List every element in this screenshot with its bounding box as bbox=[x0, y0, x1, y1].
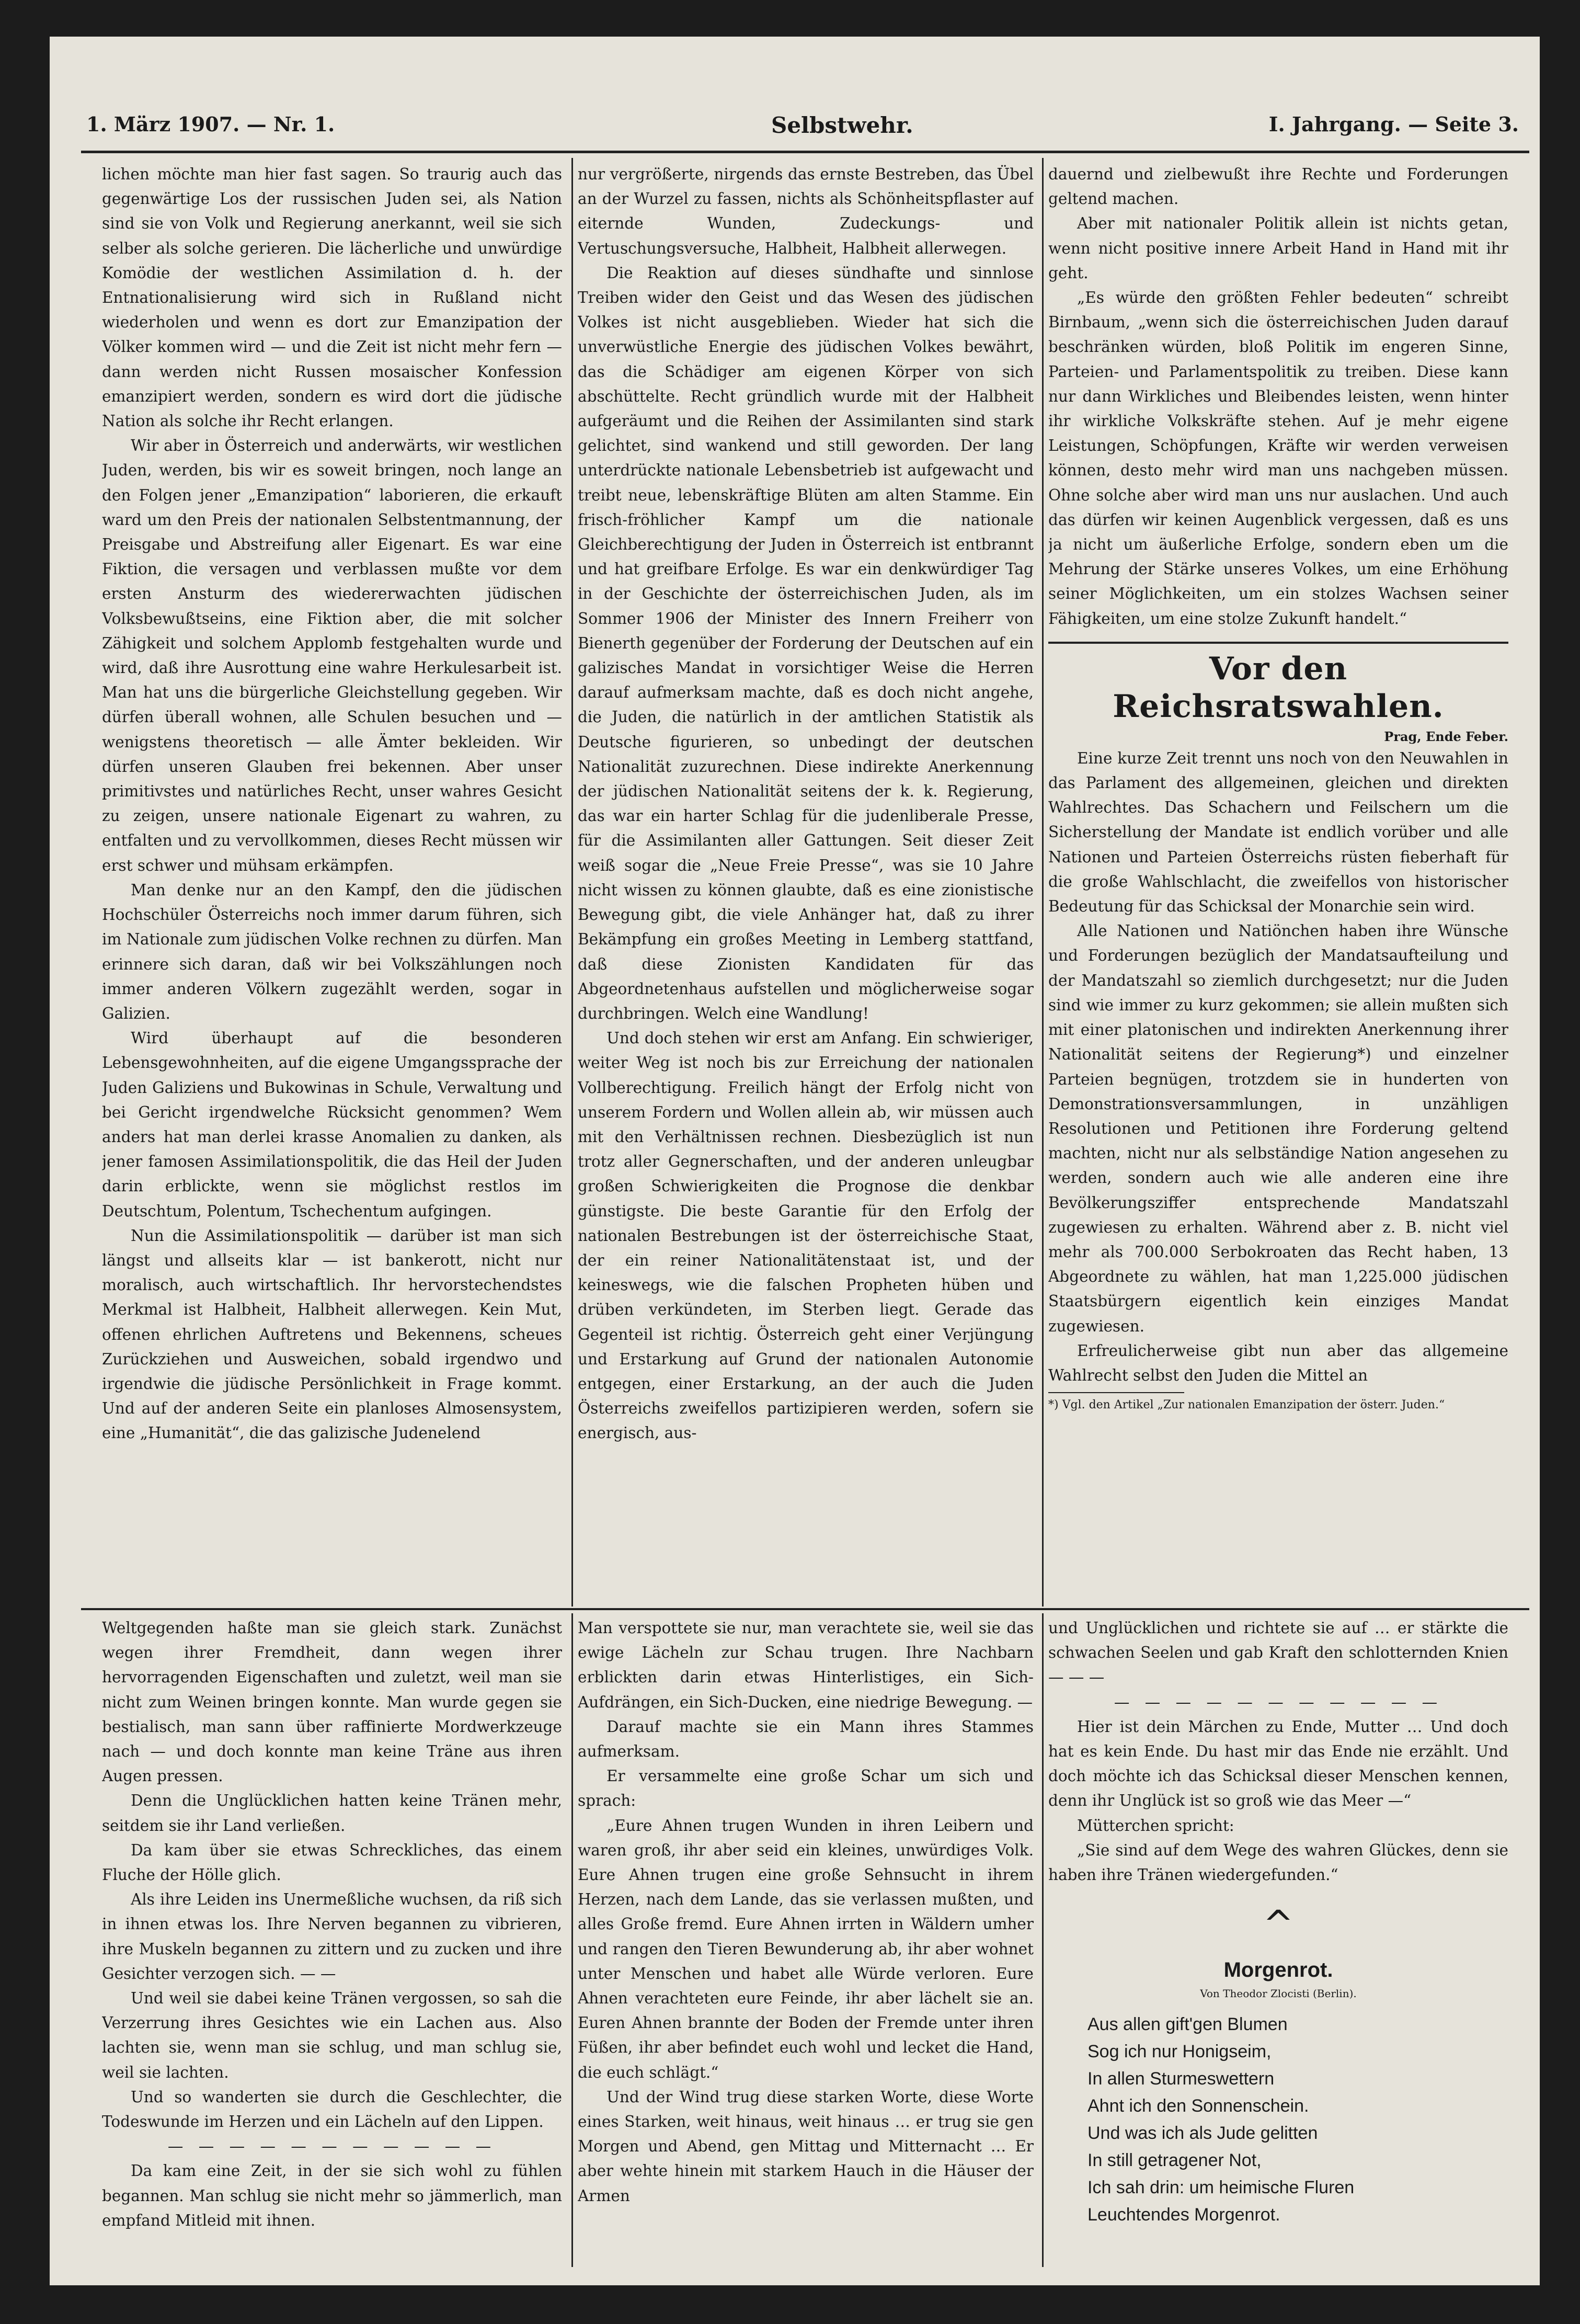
header-date-issue: 1. März 1907. — Nr. 1. bbox=[86, 112, 335, 136]
article-column-1 bbox=[102, 162, 562, 1605]
paragraph: Und so wanderten sie durch die Geschlechter, die Todeswunde im Herzen und ein Lächeln auf den Lippen. bbox=[102, 2088, 562, 2131]
paragraph: Als ihre Leiden ins Unermeßliche wuchsen, da riß sich in ihnen etwas los. Ihre Nerven begannen zu vibrieren, ihre Muskeln begannen zu zittern und zu zucken und ihre Gesichter verzogen sich. — — bbox=[102, 1890, 562, 1983]
paragraph: Wir aber in Österreich und anderwärts, wir westlichen Juden, werden, bis wir es soweit bringen, noch lange an den Folgen jener „Emanzipation“ laborieren, die erkauft ward um den Preis der nationalen Selbstentmannung, der Preisgabe und Abstreifung aller Eigenart. Es war eine Fiktion, die versagen und verblassen mußte vor dem ersten Ansturm des wiedererwachten jüdischen Volksbewußtseins, eine Fiktion aber, die mit solcher Zähigkeit und solchem Applomb festgehalten wurde und wird, daß ihre Ausrottung eine wahre Herkulesarbeit ist. Man hat uns die bürgerliche Gleichstellung gegeben. Wir dürfen überall wohnen, alle Schulen besuchen und — wenigstens theoretisch — alle Ämter bekleiden. Wir dürfen unseren Glauben frei bekennen. Aber unser primitivstes und natürliches Recht, unser wahres Gesicht zu zeigen, unsere nationale Eigenart zu wahren, zu entfalten und zu vervollkommen, dieses Recht müssen wir erst schwer und mühsam erkämpfen. bbox=[102, 437, 562, 874]
header-rule bbox=[81, 151, 1529, 153]
paragraph: Mütterchen spricht: bbox=[1077, 1816, 1234, 1835]
paragraph: und Unglücklichen und richtete sie auf … er stärkte die schwachen Seelen und gab Kraft den schlotternden Knien — — — bbox=[1048, 1619, 1508, 1687]
article-column-2 bbox=[578, 162, 1034, 1605]
paragraph: Nun die Assimilationspolitik — darüber ist man sich längst und allseits klar — ist bankerott, nicht nur moralisch, auch wirtschaftlich. Ihr hervorstechendstes Merkmal ist Halbheit, Halbheit allerwegen. Kein Mut, offenen ehrlichen Auftretens und Bekennens, scheues Zurückziehen und Ausweichen, sobald irgendwo und irgendwie die jüdische Persönlichkeit in Frage kommt. Und auf der anderen Seite ein planloses Almosensystem, eine „Humanität“, die das galizische Judenelend bbox=[102, 1226, 562, 1442]
paragraph: Eine kurze Zeit trennt uns noch von den Neuwahlen in das Parlament des allgemeinen, gleichen und direkten Wahlrechtes. Das Schachern und Feilschern um die Sicherstellung der Mandate ist endlich vorüber und alle Nationen und Parteien Österreichs rüsten fieberhaft für die große Wahlschlacht, die zweifellos von historischer Bedeutung für das Schicksal der Monarchie sein wird. bbox=[1048, 749, 1508, 916]
paragraph: Da kam eine Zeit, in der sie sich wohl zu fühlen begannen. Man schlug sie nicht mehr so jämmerlich, man empfand Mitleid mit ihnen. bbox=[102, 2162, 562, 2229]
story-column-3 bbox=[1048, 1616, 1508, 2270]
paragraph: Man denke nur an den Kampf, den die jüdischen Hochschüler Österreichs noch immer darum führen, sich im Nationale zum jüdischen Volke rechnen zu dürfen. Man erinnere sich daran, daß wir bei Volkszählungen noch immer anderen Völkern zugezählt werden, sogar in Galizien. bbox=[102, 881, 562, 1022]
poem-line: Ich sah drin: um heimische Fluren bbox=[1087, 2178, 1355, 2198]
paragraph: Hier ist dein Märchen zu Ende, Mutter … Und doch hat es kein Ende. Du hast mir das Ende nie erzählt. Und doch möchte ich das Schicksal dieser Menschen kennen, denn ihr Unglück ist so groß wie das Meer —“ bbox=[1048, 1717, 1508, 1810]
paragraph: Da kam über sie etwas Schreckliches, das einem Fluche der Hölle glich. bbox=[102, 1841, 562, 1884]
paragraph: Denn die Unglücklichen hatten keine Tränen mehr, seitdem sie ihr Land verließen. bbox=[102, 1792, 562, 1835]
poem-line: In still getragener Not, bbox=[1087, 2150, 1262, 2171]
column-rule bbox=[1042, 158, 1044, 1607]
paragraph: Und doch stehen wir erst am Anfang. Ein schwieriger, weiter Weg ist noch bis zur Erreichung der nationalen Vollberechtigung. Freilich hängt der Erfolg nicht von unserem Fordern und Wollen allein ab, wir müssen auch mit den Verhältnissen rechnen. Diesbezüglich ist nun trotz aller Gegnerschaften, und der anderen unleugbar großen Schwierigkeiten die Prognose die denkbar günstigste. Die beste Garantie für den Erfolg der nationalen Bestrebungen ist der österreichische Staat, der ein reiner Nationalitätenstaat ist, und der keineswegs, wie die falschen Propheten hüben und drüben verkündeten, im Sterben liegt. Gerade das Gegenteil ist richtig. Österreich geht einer Verjüngung und Erstarkung auf Grund der nationalen Autonomie entgegen, einer Erstarkung, an der auch die Juden Österreichs zweifellos partizipieren werden, sofern sie energisch, aus- bbox=[578, 1029, 1034, 1442]
paragraph: Aber mit nationaler Politik allein ist nichts getan, wenn nicht positive innere Arbeit Hand in Hand mit ihr geht. bbox=[1048, 214, 1508, 282]
paragraph: Alle Nationen und Natiönchen haben ihre Wünsche und Forderungen bezüglich der Mandatsaufteilung und der Mandatszahl so ziemlich durchgesetzt; nur die Juden sind wie immer zu kurz gekommen; sie allein mußten sich mit einer platonischen und indirekten Anerkennung ihrer Nationalität seitens der Regierung*) und einzelner Parteien begnügen, trotzdem sie in hunderten von Demonstrationsversammlungen, in unzähligen Resolutionen und Petitionen ihre Forderung geltend machten, nicht nur als selbständige Nation angesehen zu werden, sondern auch wie alle anderen eine ihre Bevölkerungsziffer entsprechende Mandatszahl zugewiesen zu erhalten. Während aber z. B. nicht viel mehr als 700.000 Serbokroaten das Recht haben, 13 Abgeordnete zu wählen, hat man 1,225.000 jüdischen Staatsbürgern eigentlich kein einziges Mandat zugewiesen. bbox=[1048, 922, 1508, 1335]
paragraph: Die Reaktion auf dieses sündhafte und sinnlose Treiben wider den Geist und das Wesen des jüdischen Volkes ist nicht ausgeblieben. Wieder hat sich die unverwüstliche Energie des jüdischen Volkes bewährt, das die Schädiger am eigenen Körper von sich abschüttelte. Recht gründlich wurde mit der Halbheit aufgeräumt und die Reihen der Assimilanten sind stark gelichtet, sind wankend und still geworden. Der lang unterdrückte nationale Lebensbetrieb ist aufgewacht und treibt neue, lebenskräftige Blüten am alten Stamme. Ein frisch-fröhlicher Kampf um die nationale Gleichberechtigung der Juden in Österreich ist entbrannt und hat greifbare Erfolge. Es war ein denkwürdiger Tag in der Geschichte der österreichischen Juden, als im Sommer 1906 der Minister des Innern Freiherr von Bienerth gegenüber der Forderung der Deutschen auf ein galizisches Mandat in vorsichtiger Weise die Herren darauf aufmerksam machte, daß es doch nicht angehe, die Juden, die natürlich in der amtlichen Statistik als Deutsche figurieren, so unbedingt der deutschen Nationalität zuzurechnen. Diese indirekte Anerkennung der jüdischen Nationalität seitens der k. k. Regierung, das war ein harter Schlag für die judenliberale Presse, für die Assimilanten aller Gattungen. Seit dieser Zeit weiß sogar die „Neue Freie Presse“, was sie 10 Jahre nicht wissen zu können glaubte, daß es eine zionistische Bewegung gibt, die viele Anhänger hat, daß zu ihrer Bekämpfung ein großes Meeting in Lemberg stattfand, daß diese Zionisten Kandidaten für das Abgeordnetenhaus aufstellen und möglicherweise sogar durchbringen. Welch eine Wandlung! bbox=[578, 264, 1034, 1022]
paragraph: dauernd und zielbewußt ihre Rechte und Forderungen geltend machen. bbox=[1048, 165, 1508, 208]
section-rule bbox=[81, 1608, 1529, 1610]
poem-line: In allen Sturmeswettern bbox=[1087, 2069, 1275, 2089]
section-divider bbox=[1048, 642, 1508, 644]
poem-author: Von Theodor Zlocisti (Berlin). bbox=[1200, 1987, 1357, 2000]
paragraph: Man verspottete sie nur, man verachtete sie, weil sie das ewige Lächeln zur Schau trugen. Ihre Nachbarn erblickten darin etwas Hinterlistiges, ein Sich-Aufdrängen, ein Sich-Ducken, eine niedrige Bewegung. — bbox=[578, 1619, 1034, 1711]
section-title: Vor den Reichsratswahlen. bbox=[1113, 650, 1444, 725]
article-column-3 bbox=[1048, 162, 1508, 1605]
column-rule bbox=[571, 158, 573, 1607]
footnote: *) Vgl. den Artikel „Zur nationalen Emanzipation der österr. Juden.“ bbox=[1048, 1398, 1445, 1412]
paragraph: „Es würde den größten Fehler bedeuten“ schreibt Birnbaum, „wenn sich die österreichischen Juden darauf beschränken würden, bloß Politik im engeren Sinne, Parteien- und Parlamentspolitik zu treiben. Diese kann nur dann Wirkliches und Bleibendes leisten, wenn hinter ihr wirkliche Volkskräfte stehen. Auf je mehr eigene Leistungen, Schöpfungen, Kräfte wir werden verweisen können, desto mehr wird man uns nachgeben müssen. Ohne solche aber wird man uns nur auslachen. Und auch das dürfen wir keinen Augenblick vergessen, daß es uns ja nicht um äußerliche Erfolge, sondern eben um die Mehrung der Stärke unseres Volkes, um eine Erhöhung seiner Möglichkeiten, um ein stolzes Wachsen seiner Fähigkeiten, um eine stolze Zukunft handelt.“ bbox=[1048, 289, 1508, 628]
paragraph: Erfreulicherweise gibt nun aber das allgemeine Wahlrecht selbst den Juden die Mittel an bbox=[1048, 1341, 1508, 1384]
paragraph: Er versammelte eine große Schar um sich und sprach: bbox=[578, 1767, 1034, 1810]
column-rule bbox=[571, 1613, 573, 2267]
poem-line: Aus allen gift'gen Blumen bbox=[1087, 2014, 1288, 2035]
newspaper-page bbox=[50, 37, 1540, 2285]
poem-line: Sog ich nur Honigseim, bbox=[1087, 2042, 1272, 2062]
paragraph: „Eure Ahnen trugen Wunden in ihren Leibern und waren groß, ihr aber seid ein kleines, unwürdiges Volk. Eure Ahnen trugen eine große Sehnsucht in ihrem Herzen, nach dem Lande, das sie verlassen mußten, und alles Große fremd. Eure Ahnen irrten in Wäldern umher und rangen den Tieren Bewunderung ab, ihr aber wohnet unter Menschen und habet alle Würde verloren. Eure Ahnen verachteten eure Feinde, ihr aber lächelt sie an. Euren Ahnen brannte der Boden der Fremde unter ihren Füßen, ihr aber befindet euch wohl und lecket die Hand, die euch schlägt.“ bbox=[578, 1816, 1034, 2081]
dateline: Prag, Ende Feber. bbox=[1384, 728, 1508, 744]
poem-line: Und was ich als Jude gelitten bbox=[1087, 2123, 1318, 2144]
paragraph: nur vergrößerte, nirgends das ernste Bestreben, das Übel an der Wurzel zu fassen, nichts als Schönheitspflaster auf eiternde Wunden, Zudeckungs- und Vertuschungsversuche, Halbheit, Halbheit allerwegen. bbox=[578, 165, 1034, 257]
poem-line: Ahnt ich den Sonnenschein. bbox=[1087, 2096, 1309, 2116]
paragraph: Und weil sie dabei keine Tränen vergossen, so sah die Verzerrung ihres Gesichtes wie ein Lachen aus. Also lachten sie, wenn man sie schlug, und man schlug sie, weil sie lachten. bbox=[102, 1989, 562, 2081]
story-column-1 bbox=[102, 1616, 562, 2270]
paragraph: Und der Wind trug diese starken Worte, diese Worte eines Starken, weit hinaus, weit hinaus … er trug sie gen Morgen und Abend, gen Mittag und Mitternacht … Er aber wehte hinein mit starkem Hauch in die Häuser der Armen bbox=[578, 2088, 1034, 2205]
paragraph: „Sie sind auf dem Wege des wahren Glückes, denn sie haben ihre Tränen wiedergefunden.“ bbox=[1048, 1841, 1508, 1884]
poem-title: Morgenrot. bbox=[1223, 1958, 1333, 1982]
footnote-rule bbox=[1048, 1392, 1184, 1393]
story-column-2 bbox=[578, 1616, 1034, 2270]
paragraph: Darauf machte sie ein Mann ihres Stammes aufmerksam. bbox=[578, 1717, 1034, 1761]
separator-dashes: — — — — — — — — — — — bbox=[167, 2137, 497, 2156]
header-volume-page: I. Jahrgang. — Seite 3. bbox=[1268, 112, 1519, 136]
poem-line: Leuchtendes Morgenrot. bbox=[1087, 2205, 1280, 2225]
paragraph: Wird überhaupt auf die besonderen Lebensgewohnheiten, auf die eigene Umgangssprache der Juden Galiziens und Bukowinas in Schule, Verwaltung und bei Gericht irgendwelche Rücksicht genommen? Wem anders hat man derlei krasse Anomalien zu danken, als jener famosen Assimilationspolitik, die das Heil der Juden darin erblickte, wenn sie möglichst restlos im Deutschtum, Polentum, Tschechentum aufgingen. bbox=[102, 1029, 562, 1220]
separator-dashes: — — — — — — — — — — — bbox=[1114, 1693, 1443, 1711]
paragraph: Weltgegenden haßte man sie gleich stark. Zunächst wegen ihrer Fremdheit, dann wegen ihrer hervorragenden Eigenschaften und zuletzt, weil man sie nicht zum Weinen bringen konnte. Man wurde gegen sie bestialisch, man sann über raffinierte Mordwerkzeuge nach — und doch konnte man keine Träne aus ihren Augen pressen. bbox=[102, 1619, 562, 1785]
paragraph: lichen möchte man hier fast sagen. So traurig auch das gegenwärtige Los der russischen Juden sei, als Nation sind sie von Volk und Regierung anerkannt, weil sie sich selber als solche gerieren. Die lächerliche und unwürdige Komödie der westlichen Assimilation d. h. der Entnationalisierung wird sich in Rußland nicht wiederholen und wenn es dort zur Emanzipation der Völker kommen wird — und die Zeit ist nicht mehr fern — dann werden nicht Russen mosaischer Konfession emanzipiert werden, sondern es wird dort die jüdische Nation als solche ihr Recht erlangen. bbox=[102, 165, 562, 430]
page-header bbox=[81, 112, 1524, 144]
masthead-title: Selbstwehr. bbox=[771, 112, 913, 138]
decorative-mark-icon: ^ bbox=[1263, 1903, 1294, 1946]
column-rule bbox=[1042, 1613, 1044, 2267]
